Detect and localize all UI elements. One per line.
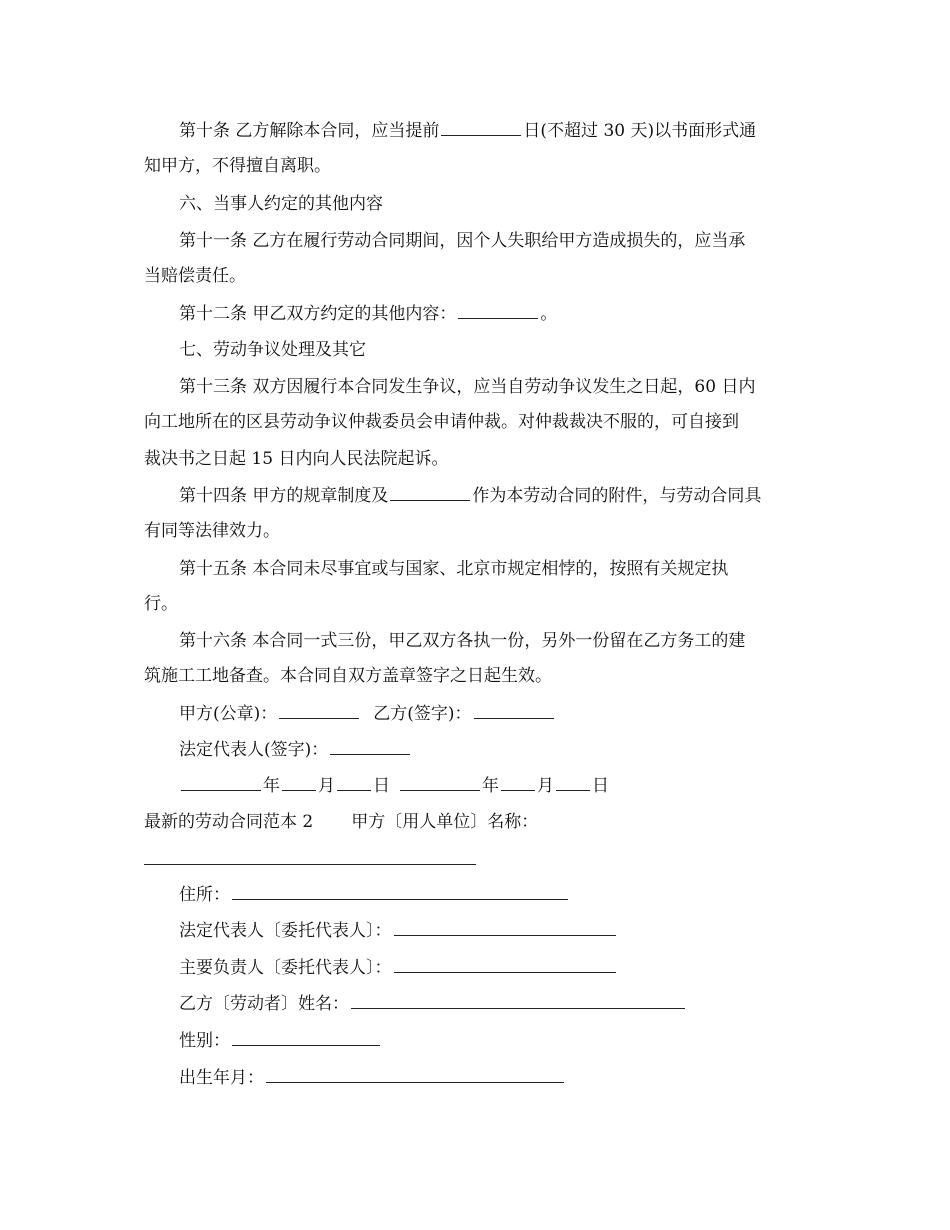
legal-rep-field: 法定代表人〔委托代表人〕：: [179, 918, 859, 944]
gender-blank[interactable]: [232, 1028, 380, 1046]
signature-dates: 年 月 日 年 月 日: [179, 773, 859, 799]
employee-name-field: 乙方〔劳动者〕姓名：: [179, 991, 859, 1017]
notice-days-blank[interactable]: [441, 118, 521, 136]
address-field: 住所：: [179, 882, 859, 908]
clause-10-line-2: 知甲方，不得擅自离职。: [144, 156, 331, 176]
clause-11-line-2: 当赔偿责任。: [144, 266, 246, 286]
principal-blank[interactable]: [394, 955, 616, 973]
month-blank-2[interactable]: [501, 773, 535, 791]
clause-13-line-3: 裁决书之日起 15 日内向人民法院起诉。: [144, 449, 449, 469]
rules-attachment-blank[interactable]: [390, 483, 470, 501]
legal-rep-blank[interactable]: [394, 918, 616, 936]
other-terms-blank[interactable]: [458, 301, 538, 319]
principal-field: 主要负责人〔委托代表人〕：: [179, 955, 859, 981]
template-2-header: [144, 809, 824, 835]
day-blank[interactable]: [337, 773, 371, 791]
section-6-heading: 六、当事人约定的其他内容: [179, 194, 383, 214]
party-a-seal-blank[interactable]: [279, 701, 359, 719]
party-b-signature-blank[interactable]: [474, 701, 554, 719]
clause-15-line-1: 第十五条 本合同未尽事宜或与国家、北京市规定相悖的，按照有关规定执: [179, 559, 729, 579]
clause-14-line-2: 有同等法律效力。: [144, 521, 280, 541]
employer-name-blank[interactable]: [144, 864, 476, 865]
legal-rep-signature-blank[interactable]: [330, 737, 410, 755]
employee-name-blank[interactable]: [351, 991, 685, 1009]
day-blank-2[interactable]: [556, 773, 590, 791]
clause-11-line-1: 第十一条 乙方在履行劳动合同期间，因个人失职给甲方造成损失的，应当承: [179, 231, 746, 251]
signature-parties: 甲方(公章)： 乙方(签字)：: [179, 701, 859, 727]
month-blank[interactable]: [282, 773, 316, 791]
clause-10-line-1: 第十条 乙方解除本合同，应当提前 日(不超过 30 天)以书面形式通: [179, 118, 859, 144]
address-blank[interactable]: [232, 882, 568, 900]
year-blank-2[interactable]: [400, 773, 480, 791]
section-7-heading: 七、劳动争议处理及其它: [179, 340, 366, 360]
template-2-title: 最新的劳动合同范本 2: [144, 812, 314, 832]
birth-blank[interactable]: [266, 1065, 564, 1083]
clause-14-line-1: 第十四条 甲方的规章制度及 作为本劳动合同的附件，与劳动合同具: [179, 483, 859, 509]
clause-13-line-1: 第十三条 双方因履行本合同发生争议，应当自劳动争议发生之日起，60 日内: [179, 377, 756, 397]
year-blank[interactable]: [181, 773, 261, 791]
legal-rep-signature: 法定代表人(签字)：: [179, 737, 859, 763]
clause-15-line-2: 行。: [144, 594, 178, 614]
clause-16-line-2: 筑施工工地备查。本合同自双方盖章签字之日起生效。: [144, 666, 552, 686]
gender-field: 性别：: [179, 1028, 859, 1054]
employer-name-label: 甲方〔用人单位〕名称：: [351, 812, 539, 832]
clause-16-line-1: 第十六条 本合同一式三份，甲乙双方各执一份，另外一份留在乙方务工的建: [179, 631, 746, 651]
clause-12: 第十二条 甲乙双方约定的其他内容： 。: [179, 301, 859, 327]
birth-field: 出生年月：: [179, 1065, 859, 1091]
clause-13-line-2: 向工地所在的区县劳动争议仲裁委员会申请仲裁。对仲裁裁决不服的，可自接到: [144, 412, 739, 432]
